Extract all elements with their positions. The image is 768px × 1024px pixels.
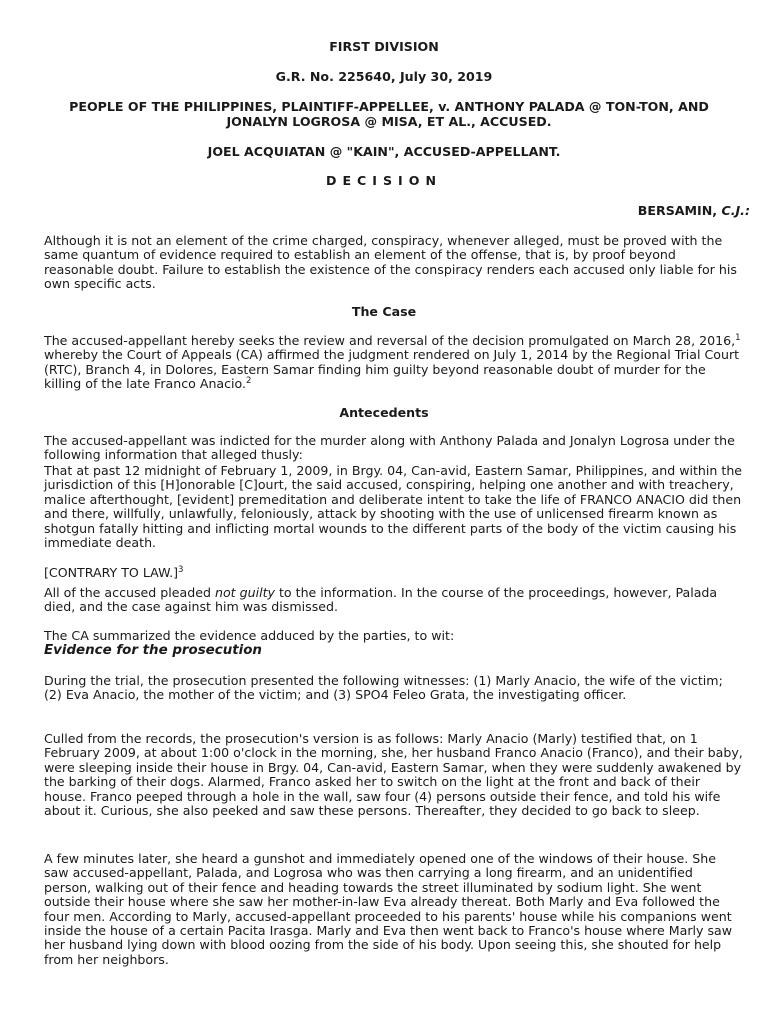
accused-appellant: JOEL ACQUIATAN @ "KAIN", ACCUSED-APPELLANT.	[207, 144, 561, 159]
intro-paragraph: Although it is not an element of the crime charged, conspiracy, whenever alleged, must be proved with the same quantum of evidence required to establish an element of the offense, that is, by proof beyond reasonable doubt. Failure to establish the existence of the conspiracy renders each accused only liable for his own specific acts.	[44, 233, 737, 292]
section-heading-case: The Case	[351, 304, 417, 319]
footnote-2[interactable]: 2	[246, 376, 252, 387]
footnote-1[interactable]: 1	[735, 332, 741, 343]
case-paragraph: The accused-appellant hereby seeks the review and reversal of the decision promulgated on March 28, 2016,$^1$ whereby the Court of Appeals (CA) affirmed the judgment rendered on July 1, 2014 by the Regional Trial Court (RTC), Branch 4, in Dolores, Eastern Samar finding him guilty beyond reasonable doubt of murder for the killing of the late Franco Anacio.$^2$	[44, 332, 741, 392]
evidence-heading: Evidence for the prosecution	[44, 643, 262, 658]
case-number: G.R. No. 225640, July 30, 2019	[275, 69, 493, 84]
plea-paragraph: All of the accused pleaded not guilty to the information. In the course of the proceedings, however, Palada died, and the case against him was dismissed.	[44, 585, 718, 615]
decision-title: DECISION	[326, 173, 442, 188]
division-title: FIRST DIVISION	[329, 39, 439, 54]
trial-paragraph: During the trial, the prosecution presented the following witnesses: (1) Marly Anacio, the wife of the victim; (2) Eva Anacio, the mother of the victim; and (3) SPO4 Feleo Grata, the investigating officer.	[44, 673, 723, 703]
gunshot-paragraph: A few minutes later, she heard a gunshot and immediately opened one of the windows of their house. She saw accused-appellant, Palada, and Logrosa who was then carrying a long firearm, and an unidentified person, walking out of their fence and heading towards the street illuminated by sodium light. She went outside their house where she saw her mother-in-law Eva already thereat. Both Marly and Eva followed the four men. According to Marly, accused-appellant proceeded to his parents' house while his companions went inside the house of a certain Pacita Irasga. Marly and Eva then went back to Franco's house where Marly saw her husband lying down with blood oozing from the side of his body. Upon seeing this, she shouted for help from her neighbors.	[44, 851, 733, 967]
footnote-3[interactable]: 3	[178, 564, 184, 575]
culled-paragraph: Culled from the records, the prosecution's version is as follows: Marly Anacio (Marly) testified that, on 1 February 2009, at about 1:00 o'clock in the morning, she, her husband Franco Anacio (Franco), and their baby, were sleeping inside their house in Brgy. 04, Can-avid, Eastern Samar, when they were suddenly awakened by the barking of their dogs. Alarmed, Franco asked her to switch on the light at the front and back of their house. Franco peeped through a hole in the wall, saw four (4) persons outside their fence, and told his wife about it. Curious, she also peeked and saw these persons. Thereafter, they decided to go back to sleep.	[44, 731, 743, 819]
ca-summary: The CA summarized the evidence adduced by the parties, to wit:	[44, 628, 455, 643]
judge-title: C.J.:	[721, 203, 750, 218]
information-paragraph: That at past 12 midnight of February 1, 2009, in Brgy. 04, Can-avid, Eastern Samar, Philippines, and within the jurisdiction of this [H]onorable [C]ourt, the said accused, conspiring, helping one another and with treachery, malice afterthought, [evident] premeditation and deliberate intent to take the life of FRANCO ANACIO did then and there, willfully, unlawfully, feloniously, attack by shooting with the use of unlicensed firearm known as shotgun fatally hitting and inflicting mortal wounds to the different parts of the body of the victim causing his immediate death.	[44, 463, 743, 551]
antecedents-paragraph: The accused-appellant was indicted for the murder along with Anthony Palada and Jonalyn Logrosa under the following information that alleged thusly:	[44, 433, 735, 463]
ponente	[638, 204, 750, 218]
judge-name: BERSAMIN,	[637, 203, 718, 218]
section-heading-antecedents: Antecedents	[339, 405, 429, 420]
case-parties: PEOPLE OF THE PHILIPPINES, PLAINTIFF-APPELLEE, v. ANTHONY PALADA @ TON-TON, AND JONALYN LOGROSA @ MISA, ET AL., ACCUSED.	[69, 99, 709, 129]
contrary-to-law: [CONTRARY TO LAW.]$^3$	[44, 564, 184, 580]
